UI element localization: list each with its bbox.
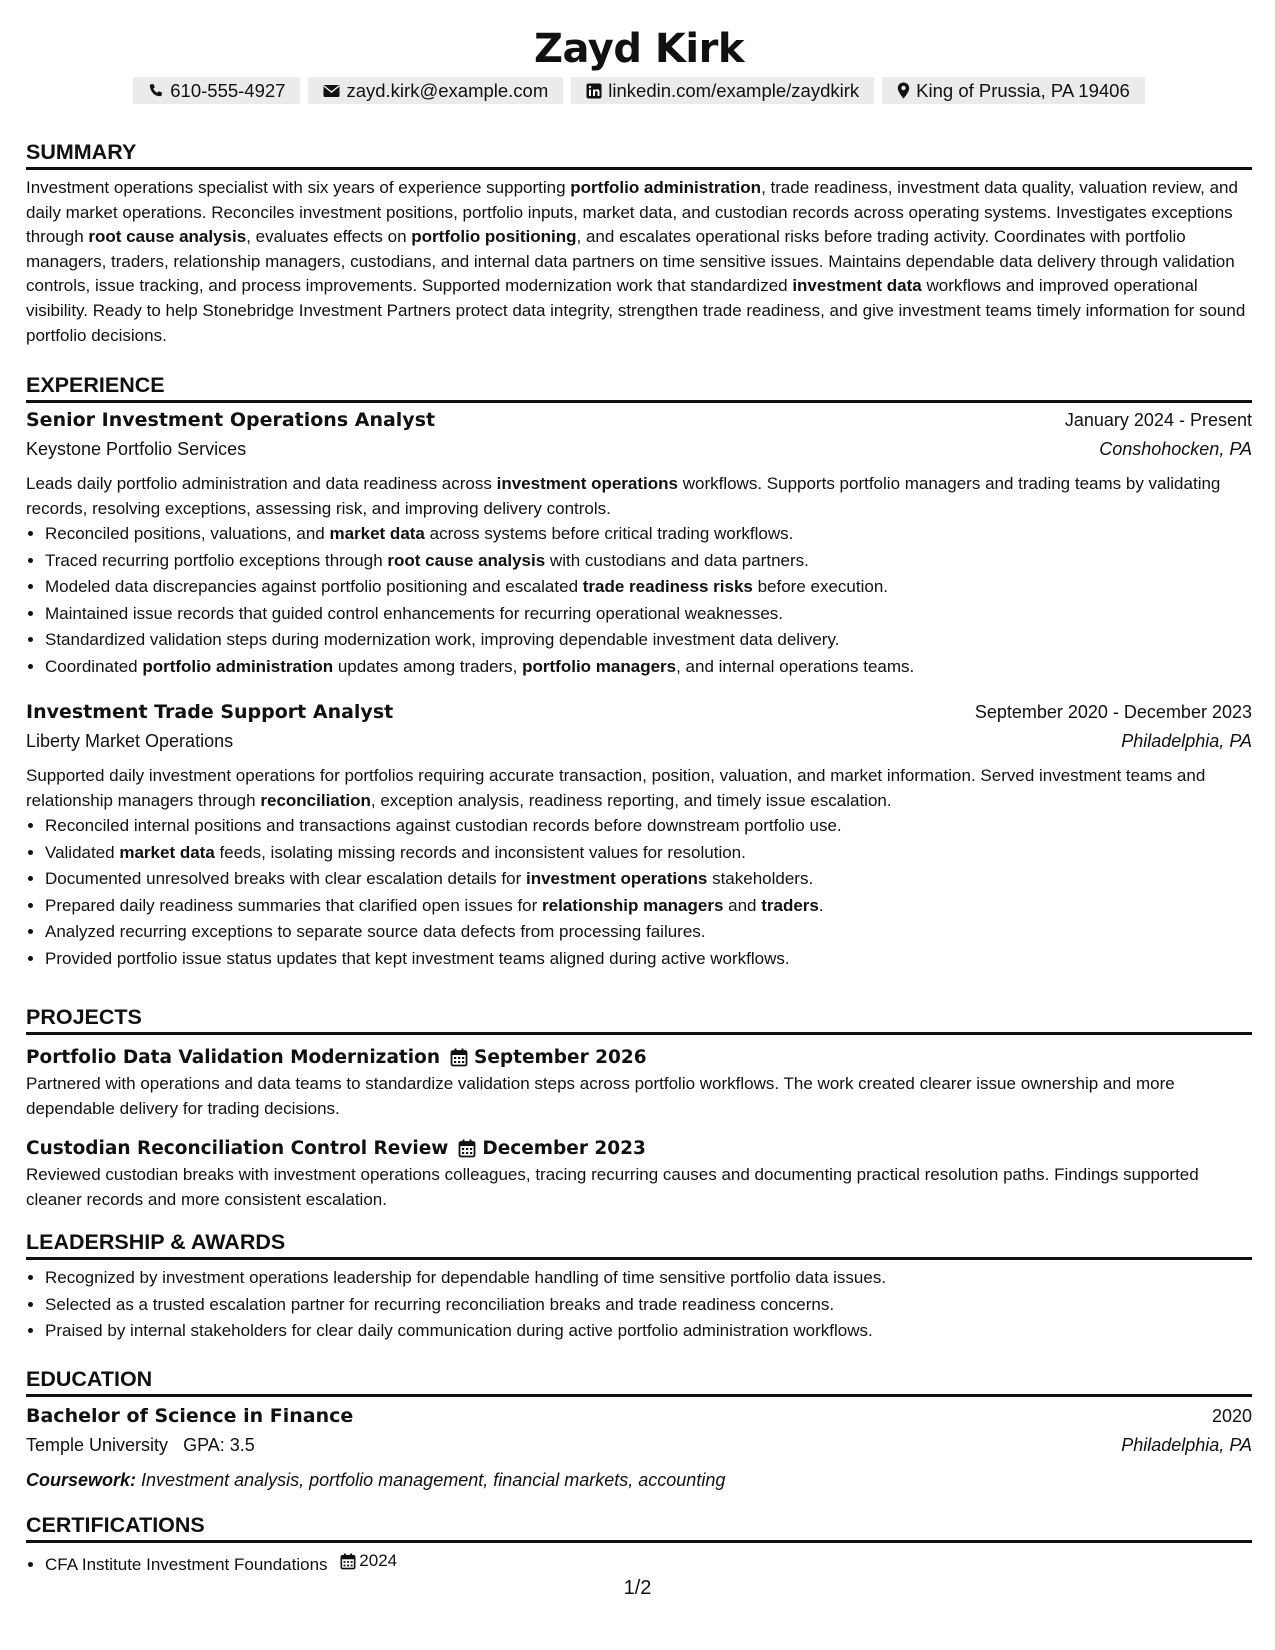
job-description: Supported daily investment operations for portfolios requiring accurate transaction, position, valuation, and market information. Served investment teams and relationship managers through reconciliation, exception analysis, readiness reporting, and timely issue escalation. — [26, 766, 1206, 810]
phone-contact[interactable] — [133, 77, 300, 104]
job-entry — [26, 701, 1252, 972]
certifications-list — [26, 1548, 1252, 1578]
job-bullets — [26, 813, 1252, 972]
phone-text: 610-555-4927 — [170, 80, 286, 101]
list-item: • Recognized by investment operations leadership for dependable handling of time sensitive portfolio data issues. — [45, 1265, 1252, 1292]
project-entry — [26, 1133, 1252, 1212]
list-item: • Standardized validation steps during modernization work, improving dependable investment data delivery. — [45, 627, 1252, 654]
coursework — [26, 1465, 1252, 1495]
experience-section — [26, 372, 1252, 968]
page-number: 1/2 — [623, 1577, 652, 1599]
company-name: Liberty Market Operations — [26, 731, 234, 751]
list-item: • Maintained issue records that guided control enhancements for recurring operational weaknesses. — [45, 601, 1252, 628]
linkedin-contact[interactable] — [571, 77, 874, 104]
leadership-section — [26, 1229, 1252, 1345]
degree: Bachelor of Science in Finance — [26, 1405, 354, 1427]
list-item: • Documented unresolved breaks with clear escalation details for investment operations stakeholders. — [45, 866, 1252, 893]
company-name: Keystone Portfolio Services — [26, 439, 247, 459]
linkedin-icon — [586, 83, 602, 99]
project-description: Partnered with operations and data teams to standardize validation steps across portfolio workflows. The work created clearer issue ownership and more dependable delivery for trading decisions. — [26, 1074, 1175, 1118]
section-title: LEADERSHIP & AWARDS — [26, 1229, 1252, 1260]
location-text: King of Prussia, PA 19406 — [916, 80, 1130, 101]
candidate-name: Zayd Kirk — [534, 26, 744, 72]
school-line — [26, 1435, 255, 1456]
job-dates: January 2024 - Present — [1064, 410, 1252, 430]
email-contact[interactable] — [308, 77, 563, 104]
location-contact — [882, 77, 1145, 104]
school-name: Temple University — [26, 1435, 169, 1455]
job-location: Philadelphia, PA — [1121, 731, 1252, 751]
leadership-list — [26, 1265, 1252, 1345]
job-entry — [26, 409, 1252, 680]
section-title: EXPERIENCE — [26, 372, 1252, 403]
gpa: GPA: 3.5 — [183, 1435, 255, 1455]
projects-section — [26, 1004, 1252, 1212]
job-title: Investment Trade Support Analyst — [26, 701, 394, 723]
phone-icon — [148, 83, 164, 99]
coursework-text: Investment analysis, portfolio management, financial markets, accounting — [141, 1470, 726, 1490]
certifications-section — [26, 1512, 1252, 1578]
job-dates: September 2020 - December 2023 — [974, 702, 1252, 722]
list-item: • Traced recurring portfolio exceptions through root cause analysis with custodians and data partners. — [45, 548, 1252, 575]
job-title: Senior Investment Operations Analyst — [26, 409, 436, 431]
project-date: December 2023 — [482, 1137, 646, 1159]
summary-section — [26, 139, 1252, 348]
project-date: September 2026 — [474, 1046, 647, 1068]
calendar-icon — [458, 1139, 476, 1158]
list-item: • Reconciled internal positions and transactions against custodian records before downstream portfolio use. — [45, 813, 1252, 840]
job-description: Leads daily portfolio administration and data readiness across investment operations workflows. Supports portfolio managers and trading teams by validating records, resolving exceptions, assessing risk, and improving delivery controls. — [26, 474, 1221, 518]
project-name: Custodian Reconciliation Control Review — [26, 1137, 449, 1159]
list-item: • Provided portfolio issue status updates that kept investment teams aligned during active workflows. — [45, 946, 1252, 973]
section-title: PROJECTS — [26, 1004, 1252, 1035]
section-title: SUMMARY — [26, 139, 1252, 170]
list-item: • Selected as a trusted escalation partner for recurring reconciliation breaks and trade readiness concerns. — [45, 1292, 1252, 1319]
project-entry — [26, 1042, 1252, 1121]
coursework-label: Coursework: — [26, 1470, 137, 1490]
graduation-year: 2020 — [1211, 1406, 1252, 1426]
job-location: Conshohocken, PA — [1099, 439, 1252, 459]
linkedin-text: linkedin.com/example/zaydkirk — [608, 80, 860, 101]
list-item — [45, 1548, 1252, 1578]
certification-year: 2024 — [359, 1551, 398, 1570]
job-bullets — [26, 521, 1252, 680]
calendar-icon — [340, 1553, 356, 1570]
email-text: zayd.kirk@example.com — [346, 80, 549, 101]
envelope-icon — [323, 84, 340, 98]
project-name: Portfolio Data Validation Modernization — [26, 1046, 441, 1068]
list-item: • Validated market data feeds, isolating missing records and inconsistent values for resolution. — [45, 840, 1252, 867]
list-item: • Modeled data discrepancies against portfolio positioning and escalated trade readiness risks before execution. — [45, 574, 1252, 601]
list-item: • Reconciled positions, valuations, and market data across systems before critical trading workflows. — [45, 521, 1252, 548]
section-title: EDUCATION — [26, 1366, 1252, 1397]
certification-name: CFA Institute Investment Foundations — [45, 1554, 328, 1574]
education-section — [26, 1366, 1252, 1495]
school-location: Philadelphia, PA — [1121, 1435, 1252, 1455]
list-item: • Prepared daily readiness summaries that clarified open issues for relationship managers and traders. — [45, 893, 1252, 920]
resume-page — [26, 0, 1252, 1574]
summary-text: Investment operations specialist with six years of experience supporting portfolio administration, trade readiness, investment data quality, valuation review, and daily market operations. Reconciles investment positions, portfolio inputs, market data, and custodian records across operating systems. Investigates exceptions through root cause analysis, evaluates effects on portfolio positioning, and escalates operational risks before trading activity. Coordinates with portfolio managers, traders, relationship managers, custodians, and internal data partners on time sensitive issues. Maintains dependable data delivery through validation controls, issue tracking, and process improvements. Supported modernization work that standardized investment data workflows and improved operational visibility. Ready to help Stonebridge Investment Partners protect data integrity, strengthen trade readiness, and give investment teams timely information for sound portfolio decisions. — [26, 178, 1246, 345]
list-item: • Praised by internal stakeholders for clear daily communication during active portfolio administration workflows. — [45, 1318, 1252, 1345]
list-item: • Coordinated portfolio administration updates among traders, portfolio managers, and internal operations teams. — [45, 654, 1252, 681]
list-item: • Analyzed recurring exceptions to separate source data defects from processing failures. — [45, 919, 1252, 946]
project-description: Reviewed custodian breaks with investment operations colleagues, tracing recurring causes and documenting practical resolution paths. Findings supported cleaner records and more consistent escalation. — [26, 1165, 1199, 1209]
contact-bar — [26, 77, 1252, 104]
calendar-icon — [450, 1048, 468, 1067]
section-title: CERTIFICATIONS — [26, 1512, 1252, 1543]
map-pin-icon — [897, 82, 910, 99]
